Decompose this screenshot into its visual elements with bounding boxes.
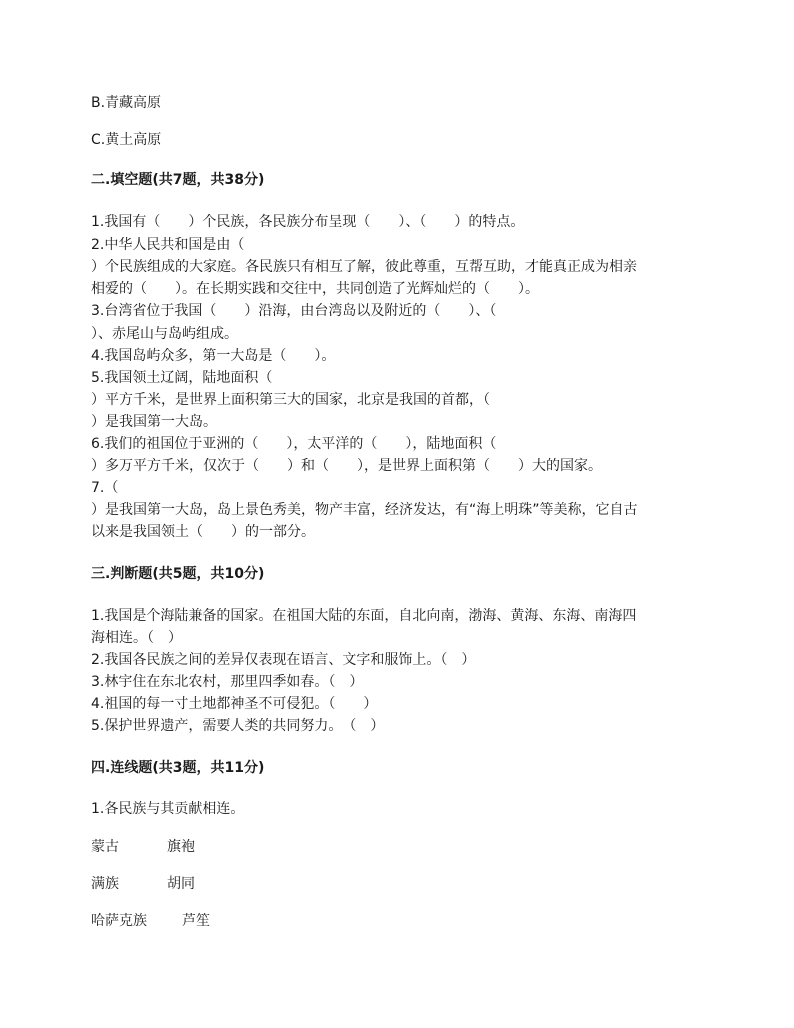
true-false-q3: 3.林宇住在东北农村，那里四季如春。（ ） xyxy=(91,674,364,690)
fill-blank-q6-line1: 6.我们的祖国位于亚洲的（ ），太平洋的（ ），陆地面积（ xyxy=(91,436,497,452)
section-heading-fill-blank: 二.填空题(共7题，共38分) xyxy=(91,172,265,188)
matching-right-item: 芦笙 xyxy=(182,913,210,929)
true-false-q4: 4.祖国的每一寸土地都神圣不可侵犯。（ ） xyxy=(91,696,378,712)
fill-blank-q2-line2: ）个民族组成的大家庭。各民族只有相互了解，彼此尊重，互帮互助，才能真正成为相亲 xyxy=(91,259,637,275)
matching-left-item: 蒙古 xyxy=(91,839,119,855)
fill-blank-q3-line2: ）、赤尾山与岛屿组成。 xyxy=(91,326,238,342)
fill-blank-q1: 1.我国有（ ）个民族，各民族分布呈现（ ）、（ ）的特点。 xyxy=(91,214,525,230)
fill-blank-q7-line1: 7.（ xyxy=(91,480,119,496)
matching-right-item: 胡同 xyxy=(167,876,195,892)
matching-q1: 1.各民族与其贡献相连。 xyxy=(91,801,245,817)
section-heading-matching: 四.连线题(共3题，共11分) xyxy=(91,760,265,776)
fill-blank-q2-line3: 相爱的（ ）。在长期实践和交往中，共同创造了光辉灿烂的（ ）。 xyxy=(91,281,539,297)
matching-left-item: 满族 xyxy=(91,876,119,892)
fill-blank-q5-line2: ）平方千米，是世界上面积第三大的国家，北京是我国的首都，（ xyxy=(91,392,490,408)
fill-blank-q7-line2: ）是我国第一大岛，岛上景色秀美，物产丰富，经济发达，有“海上明珠”等美称，它自古 xyxy=(91,502,638,518)
true-false-q1-line1: 1.我国是个海陆兼备的国家。在祖国大陆的东面，自北向南，渤海、黄海、东海、南海四 xyxy=(91,608,637,624)
fill-blank-q4: 4.我国岛屿众多，第一大岛是（ ）。 xyxy=(91,348,336,364)
true-false-q1-line2: 海相连。（ ） xyxy=(91,630,182,646)
true-false-q5: 5.保护世界遗产，需要人类的共同努力。 （ ） xyxy=(91,718,385,734)
fill-blank-q5-line1: 5.我国领土辽阔，陆地面积（ xyxy=(91,370,273,386)
matching-left-item: 哈萨克族 xyxy=(91,913,147,929)
fill-blank-q5-line3: ）是我国第一大岛。 xyxy=(91,414,217,430)
true-false-q2: 2.我国各民族之间的差异仅表现在语言、文字和服饰上。（ ） xyxy=(91,652,476,668)
option-c: C.黄土高原 xyxy=(91,132,162,148)
fill-blank-q3-line1: 3.台湾省位于我国（ ）沿海，由台湾岛以及附近的（ ）、（ xyxy=(91,303,497,319)
fill-blank-q2-line1: 2.中华人民共和国是由（ xyxy=(91,237,245,253)
matching-right-item: 旗袍 xyxy=(167,839,195,855)
fill-blank-q7-line3: 以来是我国领土（ ）的一部分。 xyxy=(91,524,315,540)
option-b: B.青藏高原 xyxy=(91,95,162,111)
fill-blank-q6-line2: ）多万平方千米，仅次于（ ）和（ ），是世界上面积第（ ）大的国家。 xyxy=(91,458,602,474)
section-heading-true-false: 三.判断题(共5题，共10分) xyxy=(91,566,265,582)
